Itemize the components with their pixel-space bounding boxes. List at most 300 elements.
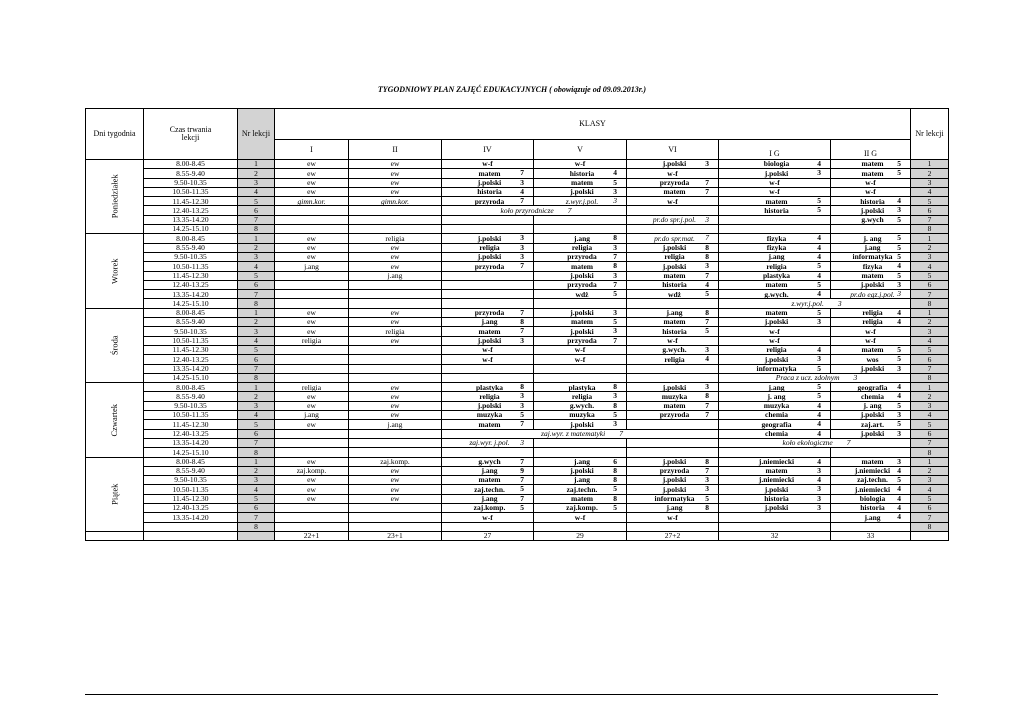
subject-name: ew	[307, 419, 316, 429]
subject-name: pr.do egz.j.pol.	[850, 289, 895, 299]
subject-cell	[831, 522, 911, 531]
subject-name: ew	[307, 187, 316, 197]
subject-cell	[275, 327, 349, 336]
subject-name: ew	[390, 484, 400, 494]
subject-cell	[275, 494, 349, 503]
lesson-row	[86, 290, 949, 299]
header-klasy: KLASY	[275, 109, 911, 140]
subject-cell	[719, 160, 831, 169]
subject-name: ew	[390, 308, 400, 318]
subject-cell	[831, 355, 911, 364]
subject-cell	[719, 225, 831, 234]
subject-name: j.niemiecki	[854, 484, 891, 494]
subject-name: biologia	[859, 494, 886, 504]
room-number: 4	[817, 252, 821, 261]
subject-cell	[275, 466, 349, 475]
subject-cell	[349, 485, 442, 494]
subject-name: j.ang	[573, 233, 591, 243]
subject-cell	[627, 299, 719, 308]
room-number: 8	[613, 475, 617, 485]
room-number: 3	[817, 168, 821, 178]
lesson-number-right: 7	[911, 438, 949, 447]
subject-name: informatyka	[756, 364, 797, 373]
subject-cell	[719, 503, 831, 512]
subject-cell	[831, 308, 911, 317]
subject-name: zaj.komp.	[566, 503, 598, 513]
subject-cell	[719, 466, 831, 475]
subject-name: matem	[861, 271, 884, 280]
subject-cell	[534, 438, 627, 447]
header-time: Czas trwania lekcji	[144, 109, 238, 160]
subject-cell	[719, 327, 831, 336]
lesson-time: 14.25-15.10	[144, 373, 238, 382]
subject-name: religia	[766, 345, 787, 355]
room-number: 3	[897, 280, 901, 289]
room-number: 8	[613, 261, 617, 271]
subject-cell	[442, 308, 534, 317]
room-number: 3	[613, 243, 617, 252]
room-number: 5	[613, 178, 617, 187]
lesson-time: 13.35-14.20	[144, 290, 238, 299]
lesson-number: 7	[238, 364, 275, 373]
subject-cell	[719, 318, 831, 327]
subject-cell	[442, 448, 534, 457]
room-number: 5	[817, 382, 821, 392]
subject-name: matem	[663, 317, 686, 327]
subject-name: j.ang	[573, 457, 591, 466]
subject-cell	[831, 513, 911, 522]
subject-cell	[831, 411, 911, 420]
subject-name: w-f	[574, 159, 586, 169]
lesson-number-right: 7	[911, 364, 949, 373]
subject-cell	[831, 448, 911, 457]
room-number: 7	[705, 271, 709, 280]
subject-cell	[275, 383, 349, 392]
subject-cell	[349, 215, 442, 224]
subject-name: matem	[663, 401, 686, 411]
room-number: 5	[897, 354, 901, 364]
subject-name: z.wyr.j.pol.	[565, 196, 599, 206]
subject-cell	[349, 318, 442, 327]
totals-row	[86, 531, 949, 540]
room-number: 3	[897, 364, 901, 373]
lesson-number: 2	[238, 466, 275, 475]
subject-cell	[719, 522, 831, 531]
subject-name: w-f	[482, 512, 493, 522]
lesson-time: 8.00-8.45	[144, 234, 238, 243]
subject-cell	[627, 271, 719, 280]
lesson-number: 4	[238, 411, 275, 420]
subject-cell	[534, 345, 627, 354]
subject-cell	[719, 476, 831, 485]
room-number: 5	[520, 484, 524, 494]
subject-name: zaj.komp.	[473, 503, 506, 513]
subject-name: plastyka	[475, 382, 504, 392]
subject-cell	[349, 299, 442, 308]
subject-cell	[831, 271, 911, 280]
subject-name: matem	[478, 475, 501, 485]
room-number: 8	[705, 457, 709, 466]
room-number: 3	[897, 205, 901, 215]
subject-cell	[275, 206, 349, 215]
subject-cell	[442, 234, 534, 243]
room-number: 3	[613, 391, 617, 401]
class-header: I G	[719, 140, 831, 160]
room-number: 7	[705, 317, 709, 327]
room-number: 3	[897, 410, 901, 420]
subject-cell	[275, 392, 349, 401]
room-number: 8	[520, 382, 524, 392]
lesson-row	[86, 373, 949, 382]
subject-name: ew	[307, 475, 316, 485]
subject-cell	[442, 438, 534, 447]
room-number: 4	[897, 466, 901, 475]
subject-name: ew	[390, 159, 400, 169]
subject-name: matem	[570, 494, 594, 504]
subject-name: w-f	[769, 178, 780, 187]
subject-cell	[442, 290, 534, 299]
subject-cell	[534, 243, 627, 252]
subject-name: matem	[663, 187, 686, 197]
subject-name: ew	[307, 252, 316, 262]
room-number: 7	[520, 475, 524, 485]
subject-name: ew	[307, 243, 316, 253]
subject-cell	[719, 336, 831, 345]
room-number: 4	[897, 317, 901, 327]
lesson-number: 8	[238, 299, 275, 308]
subject-cell	[349, 476, 442, 485]
subject-cell	[831, 225, 911, 234]
subject-cell	[442, 364, 534, 373]
subject-cell	[627, 466, 719, 475]
lesson-time: 8.00-8.45	[144, 383, 238, 392]
room-number: 4	[897, 484, 901, 494]
lesson-number: 4	[238, 262, 275, 271]
room-number: 5	[897, 159, 901, 168]
subject-name: g.wych.	[662, 345, 687, 355]
subject-name: przyroda	[474, 196, 505, 206]
subject-name: religia	[862, 317, 883, 327]
lesson-number-right: 3	[911, 327, 949, 336]
lesson-number: 3	[238, 252, 275, 261]
subject-cell	[349, 522, 442, 531]
room-number: 3	[520, 391, 524, 401]
subject-name: ew	[307, 494, 316, 504]
subject-name: zaj.wyr. j.pol.	[469, 438, 510, 448]
subject-name: j.polski	[477, 178, 502, 187]
lesson-row	[86, 457, 949, 466]
subject-name: w-f	[865, 326, 876, 336]
lesson-number: 1	[238, 234, 275, 243]
subject-name: j.polski	[477, 336, 502, 346]
subject-name: przyroda	[659, 466, 690, 476]
subject-name: j.polski	[662, 457, 687, 466]
subject-cell	[442, 411, 534, 420]
subject-cell	[275, 234, 349, 243]
lesson-number-right: 8	[911, 522, 949, 531]
subject-name: j.polski	[570, 326, 594, 336]
subject-name: przyroda	[567, 252, 597, 262]
header-row	[86, 109, 949, 140]
subject-cell	[627, 345, 719, 354]
subject-name: matem	[570, 178, 594, 187]
subject-name: informatyka	[654, 494, 695, 504]
lesson-number: 2	[238, 392, 275, 401]
subject-cell	[275, 271, 349, 280]
subject-name: informatyka	[852, 252, 893, 262]
room-number: 7	[520, 494, 524, 503]
room-number: 3	[520, 252, 524, 261]
subject-cell	[719, 206, 831, 215]
subject-name: w-f	[865, 178, 876, 187]
subject-name: religia	[571, 243, 593, 253]
subject-name: w-f	[769, 326, 780, 336]
subject-cell	[275, 345, 349, 354]
subject-cell	[627, 243, 719, 252]
subject-name: religia	[664, 354, 685, 364]
lesson-row	[86, 215, 949, 224]
subject-cell	[275, 503, 349, 512]
lesson-number-right: 5	[911, 271, 949, 280]
subject-cell	[275, 243, 349, 252]
room-number: 8	[705, 391, 709, 401]
subject-cell	[275, 411, 349, 420]
subject-name: ew	[390, 466, 400, 476]
subject-name: w-f	[482, 354, 493, 364]
subject-cell	[831, 466, 911, 475]
subject-name: j.polski	[570, 419, 594, 429]
subject-cell	[534, 169, 627, 178]
room-number: 4	[817, 457, 821, 466]
subject-name: j.polski	[764, 317, 789, 327]
room-number: 7	[705, 187, 709, 196]
lesson-number-right: 2	[911, 169, 949, 178]
subject-cell	[442, 206, 627, 215]
subject-name: matem	[765, 280, 788, 290]
subject-cell	[275, 420, 349, 429]
subject-cell	[627, 364, 719, 373]
subject-name: j.ang	[481, 317, 498, 327]
totals-empty	[911, 531, 949, 540]
class-header: V	[534, 140, 627, 160]
subject-cell	[627, 420, 719, 429]
lesson-number-right: 6	[911, 355, 949, 364]
room-number: 4	[897, 196, 901, 206]
subject-name: j.niemiecki	[854, 466, 891, 476]
day-label	[86, 234, 144, 308]
day-label	[86, 308, 144, 382]
subject-cell	[627, 448, 719, 457]
subject-name: matem	[861, 457, 884, 466]
room-number: 5	[817, 205, 821, 215]
subject-cell	[719, 299, 911, 308]
subject-name: j.niemiecki	[758, 475, 795, 485]
class-total: 29	[534, 531, 627, 540]
lesson-number-right: 2	[911, 243, 949, 252]
subject-cell	[534, 327, 627, 336]
subject-cell	[534, 392, 627, 401]
subject-name: chemia	[861, 391, 884, 401]
room-number: 5	[613, 484, 617, 494]
lesson-row	[86, 234, 949, 243]
subject-cell	[442, 383, 534, 392]
subject-cell	[627, 383, 719, 392]
lesson-time: 10.50-11.35	[144, 336, 238, 345]
subject-cell	[275, 225, 349, 234]
lesson-number-right: 8	[911, 448, 949, 457]
page-title: TYGODNIOWY PLAN ZAJĘĆ EDUKACYJNYCH ( obowiązuje od 09.09.2013r.)	[377, 85, 647, 94]
lesson-number: 5	[238, 420, 275, 429]
lesson-number-right: 6	[911, 206, 949, 215]
subject-name: przyroda	[659, 178, 690, 187]
subject-cell	[831, 476, 911, 485]
class-total: 27	[442, 531, 534, 540]
lesson-row	[86, 271, 949, 280]
subject-cell	[719, 308, 831, 317]
subject-cell	[831, 318, 911, 327]
room-number: 5	[897, 271, 901, 280]
lesson-number-right: 1	[911, 160, 949, 169]
subject-name: koło przyrodnicze	[500, 205, 554, 215]
lesson-time	[144, 522, 238, 531]
subject-cell	[442, 280, 534, 289]
subject-cell	[831, 383, 911, 392]
lesson-row	[86, 187, 949, 196]
room-number: 3	[817, 494, 821, 503]
class-total: 27+2	[627, 531, 719, 540]
lesson-number-right: 2	[911, 392, 949, 401]
subject-cell	[349, 252, 442, 261]
subject-name: ew	[390, 475, 400, 485]
subject-cell	[442, 485, 534, 494]
room-number: 4	[897, 512, 901, 522]
room-number: 5	[817, 391, 821, 401]
lesson-time: 8.00-8.45	[144, 457, 238, 466]
lesson-number-right: 6	[911, 503, 949, 512]
room-number: 4	[520, 187, 524, 196]
room-number: 5	[705, 289, 709, 299]
subject-name: j.polski	[860, 205, 885, 215]
lesson-time: 12.40-13.25	[144, 503, 238, 512]
room-number: 7	[705, 410, 709, 420]
subject-cell	[534, 373, 627, 382]
room-number: 5	[613, 503, 617, 512]
lesson-time: 11.45-12.30	[144, 271, 238, 280]
room-number: 5	[897, 243, 901, 252]
subject-cell	[831, 280, 911, 289]
room-number: 7	[520, 308, 524, 317]
room-number: 5	[897, 252, 901, 261]
lesson-row	[86, 206, 949, 215]
subject-cell	[831, 457, 911, 466]
subject-name: j.polski	[764, 484, 789, 494]
subject-cell	[627, 401, 719, 410]
subject-name: zaj.techn.	[857, 475, 888, 485]
subject-cell	[719, 290, 831, 299]
lesson-number: 8	[238, 373, 275, 382]
room-number: 5	[520, 503, 524, 512]
lesson-number: 6	[238, 206, 275, 215]
day-name: Wtorek	[109, 258, 120, 284]
room-number: 5	[897, 233, 901, 243]
lesson-row	[86, 429, 949, 438]
subject-cell	[719, 271, 831, 280]
schedule-table	[85, 108, 949, 541]
subject-cell	[275, 522, 349, 531]
room-number: 5	[705, 494, 709, 503]
subject-name: religia	[479, 243, 500, 253]
subject-name: ew	[307, 457, 316, 466]
subject-cell	[831, 401, 911, 410]
lesson-time: 11.45-12.30	[144, 197, 238, 206]
subject-cell	[534, 420, 627, 429]
subject-cell	[534, 234, 627, 243]
subject-name: ew	[307, 401, 316, 411]
subject-cell	[442, 476, 534, 485]
subject-name: biologia	[763, 159, 790, 169]
room-number: 3	[817, 503, 821, 512]
subject-cell	[349, 243, 442, 252]
subject-cell	[534, 178, 627, 187]
lesson-row	[86, 411, 949, 420]
day-name: Piątek	[109, 483, 120, 505]
room-number: 5	[520, 410, 524, 420]
subject-name: ew	[390, 168, 400, 178]
subject-cell	[349, 308, 442, 317]
lesson-time: 13.35-14.20	[144, 513, 238, 522]
room-number: 7	[613, 280, 617, 289]
subject-name: w-f	[574, 345, 586, 355]
lesson-time: 9.50-10.35	[144, 178, 238, 187]
subject-cell	[442, 327, 534, 336]
lesson-number-right: 1	[911, 457, 949, 466]
lesson-time: 8.55-9.40	[144, 392, 238, 401]
subject-cell	[627, 234, 719, 243]
subject-cell	[831, 494, 911, 503]
subject-cell	[627, 411, 719, 420]
lesson-number-right: 4	[911, 485, 949, 494]
subject-cell	[719, 438, 911, 447]
subject-name: w-f	[667, 168, 678, 178]
subject-cell	[442, 197, 534, 206]
room-number: 3	[817, 317, 821, 327]
subject-cell	[349, 503, 442, 512]
subject-name: historia	[662, 280, 687, 290]
room-number: 3	[705, 484, 709, 494]
subject-cell	[831, 429, 911, 438]
room-number: 5	[613, 289, 617, 299]
subject-cell	[534, 513, 627, 522]
subject-cell	[831, 485, 911, 494]
subject-name: zaj.komp.	[380, 457, 410, 466]
subject-name: j.ang	[304, 410, 319, 420]
subject-cell	[831, 345, 911, 354]
lesson-number: 4	[238, 336, 275, 345]
subject-name: historia	[764, 205, 789, 215]
subject-cell	[719, 364, 831, 373]
subject-name: matem	[861, 168, 884, 178]
footer-rule	[85, 694, 938, 695]
subject-name: fizyka	[862, 261, 883, 271]
lesson-number-right: 1	[911, 234, 949, 243]
subject-cell	[627, 457, 719, 466]
subject-cell	[442, 215, 534, 224]
subject-cell	[627, 392, 719, 401]
subject-cell	[719, 494, 831, 503]
lesson-time: 11.45-12.30	[144, 345, 238, 354]
subject-cell	[831, 503, 911, 512]
lesson-number: 5	[238, 345, 275, 354]
